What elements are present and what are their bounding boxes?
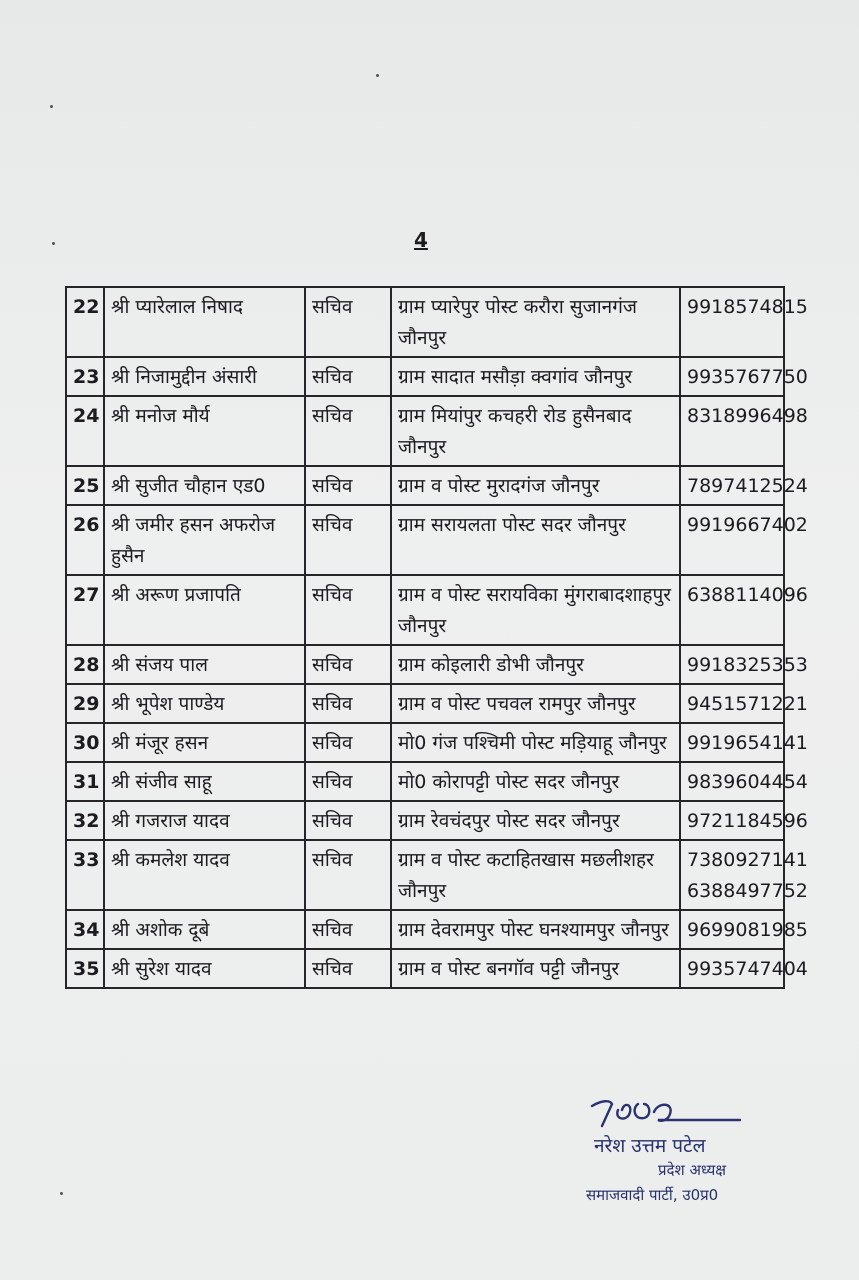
address-cell: ग्राम व पोस्ट मुरादगंज जौनपुर	[391, 466, 680, 505]
post-cell: सचिव	[305, 684, 391, 723]
address-cell: ग्राम व पोस्ट सरायविका मुंगराबादशाहपुर जौनपुर	[391, 575, 680, 645]
serial-number-cell: 31	[66, 762, 104, 801]
post-cell: सचिव	[305, 357, 391, 396]
post-cell: सचिव	[305, 840, 391, 910]
table-row	[66, 762, 784, 801]
post-cell: सचिव	[305, 645, 391, 684]
signatory-name: नरेश उत्तम पटेल	[594, 1135, 706, 1157]
phone-cell: 9935747404	[680, 949, 784, 988]
phone-cell: 9839604454	[680, 762, 784, 801]
table-row	[66, 684, 784, 723]
post-cell: सचिव	[305, 910, 391, 949]
serial-number-cell: 23	[66, 357, 104, 396]
serial-number-cell: 25	[66, 466, 104, 505]
table-row	[66, 357, 784, 396]
serial-number-cell: 35	[66, 949, 104, 988]
page-number: 4	[414, 228, 428, 252]
post-cell: सचिव	[305, 801, 391, 840]
table-row	[66, 801, 784, 840]
member-name-cell: श्री गजराज यादव	[104, 801, 305, 840]
post-cell: सचिव	[305, 723, 391, 762]
serial-number-cell: 26	[66, 505, 104, 575]
member-name-cell: श्री सुजीत चौहान एड0	[104, 466, 305, 505]
address-cell: ग्राम सरायलता पोस्ट सदर जौनपुर	[391, 505, 680, 575]
paper-speck	[52, 242, 55, 245]
post-cell: सचिव	[305, 466, 391, 505]
serial-number-cell: 30	[66, 723, 104, 762]
table-row	[66, 287, 784, 357]
member-name-cell: श्री सुरेश यादव	[104, 949, 305, 988]
address-cell: ग्राम देवरामपुर पोस्ट घनश्यामपुर जौनपुर	[391, 910, 680, 949]
address-cell: मो0 गंज पश्चिमी पोस्ट मड़ियाहू जौनपुर	[391, 723, 680, 762]
address-cell: ग्राम कोइलारी डोभी जौनपुर	[391, 645, 680, 684]
paper-speck	[376, 74, 379, 77]
member-name-cell: श्री संजय पाल	[104, 645, 305, 684]
phone-cell: 9721184596	[680, 801, 784, 840]
post-cell: सचिव	[305, 287, 391, 357]
signatory-title: प्रदेश अध्यक्ष	[658, 1161, 727, 1179]
handwritten-signature	[588, 1090, 748, 1136]
member-name-cell: श्री निजामुद्दीन अंसारी	[104, 357, 305, 396]
address-cell: ग्राम रेवचंदपुर पोस्ट सदर जौनपुर	[391, 801, 680, 840]
serial-number-cell: 32	[66, 801, 104, 840]
phone-cell: 8318996498	[680, 396, 784, 466]
phone-cell: 9918574815	[680, 287, 784, 357]
table-row	[66, 575, 784, 645]
table-row	[66, 645, 784, 684]
paper-speck	[50, 105, 53, 108]
member-table	[65, 286, 808, 989]
post-cell: सचिव	[305, 762, 391, 801]
paper-speck	[60, 1192, 63, 1195]
address-cell: ग्राम मियांपुर कचहरी रोड हुसैनबाद जौनपुर	[391, 396, 680, 466]
address-cell: ग्राम व पोस्ट कटाहितखास मछलीशहर जौनपुर	[391, 840, 680, 910]
member-name-cell: श्री अशोक दूबे	[104, 910, 305, 949]
serial-number-cell: 29	[66, 684, 104, 723]
post-cell: सचिव	[305, 505, 391, 575]
address-cell: मो0 कोरापट्टी पोस्ट सदर जौनपुर	[391, 762, 680, 801]
serial-number-cell: 22	[66, 287, 104, 357]
post-cell: सचिव	[305, 396, 391, 466]
phone-cell: 9918325353	[680, 645, 784, 684]
phone-cell: 6388114096	[680, 575, 784, 645]
table-row	[66, 466, 784, 505]
address-cell: ग्राम व पोस्ट पचवल रामपुर जौनपुर	[391, 684, 680, 723]
member-name-cell: श्री भूपेश पाण्डेय	[104, 684, 305, 723]
member-name-cell: श्री प्यारेलाल निषाद	[104, 287, 305, 357]
phone-cell: 7897412524	[680, 466, 784, 505]
phone-cell: 9919654141	[680, 723, 784, 762]
table-row	[66, 910, 784, 949]
address-cell: ग्राम व पोस्ट बनगॉव पट्टी जौनपुर	[391, 949, 680, 988]
serial-number-cell: 33	[66, 840, 104, 910]
member-name-cell: श्री मनोज मौर्य	[104, 396, 305, 466]
post-cell: सचिव	[305, 575, 391, 645]
table-row	[66, 505, 784, 575]
signatory-organization: समाजवादी पार्टी, उ0प्र0	[586, 1186, 719, 1204]
phone-cell: 9935767750	[680, 357, 784, 396]
serial-number-cell: 27	[66, 575, 104, 645]
member-name-cell: श्री जमीर हसन अफरोज हुसैन	[104, 505, 305, 575]
post-cell: सचिव	[305, 949, 391, 988]
member-name-cell: श्री मंजूर हसन	[104, 723, 305, 762]
address-cell: ग्राम सादात मसौड़ा क्वगांव जौनपुर	[391, 357, 680, 396]
address-cell: ग्राम प्यारेपुर पोस्ट करौरा सुजानगंज जौनपुर	[391, 287, 680, 357]
serial-number-cell: 28	[66, 645, 104, 684]
member-name-cell: श्री कमलेश यादव	[104, 840, 305, 910]
serial-number-cell: 34	[66, 910, 104, 949]
phone-cell: 9699081985	[680, 910, 784, 949]
phone-cell: 9919667402	[680, 505, 784, 575]
member-name-cell: श्री अरूण प्रजापति	[104, 575, 305, 645]
table-row	[66, 396, 784, 466]
table-row	[66, 949, 784, 988]
table-row	[66, 723, 784, 762]
table-row	[66, 840, 784, 910]
serial-number-cell: 24	[66, 396, 104, 466]
phone-cell: 7380927141 6388497752	[680, 840, 784, 910]
phone-cell: 9451571221	[680, 684, 784, 723]
member-name-cell: श्री संजीव साहू	[104, 762, 305, 801]
